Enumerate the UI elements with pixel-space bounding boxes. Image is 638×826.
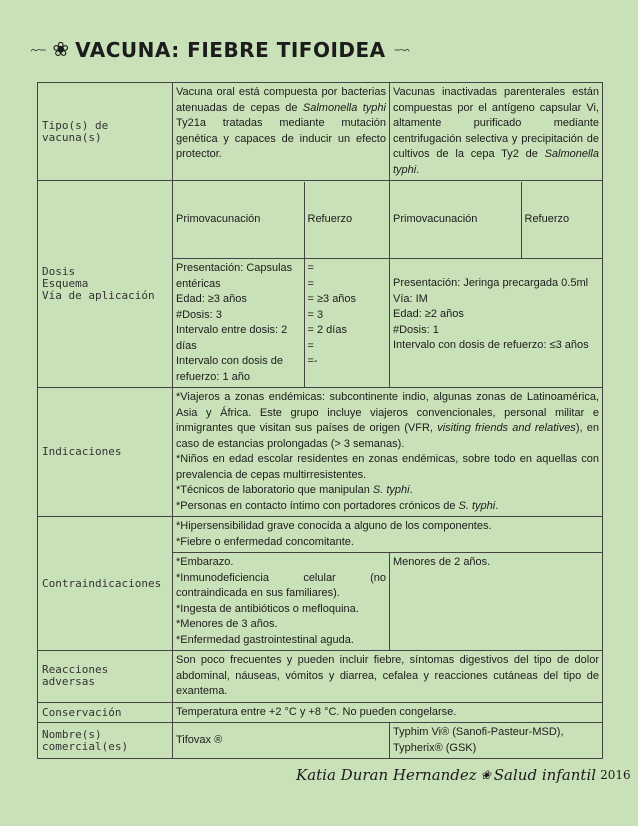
oral-refuerzo-values: = = = ≥3 años = 3 = 2 días = =- [307,262,357,367]
row-label: Nombre(s) comercial(es) [38,723,173,759]
contra-inact-cell: Menores de 2 años. [390,553,603,651]
contra-item: *Enfermedad gastrointestinal aguda. [176,633,354,646]
inact-schedule-values: Presentación: Jeringa precargada 0.5ml Vía: IM Edad: ≥2 años #Dosis: 1 Intervalo con dosis de refuerzo: ≤3 años [390,259,603,388]
row-label: Dosis Esquema Vía de aplicación [38,181,173,388]
brand-name: Typhim Vi® (Sanofi-Pasteur-MSD), [393,726,564,738]
oral-primo-values: Presentación: Capsulas entéricas Edad: ≥3 años #Dosis: 3 Intervalo entre dosis: 2 días Intervalo con dosis de refuerzo: 1 año [173,259,304,387]
row-reacciones [38,651,603,703]
page-header [30,30,410,70]
row-label: Indicaciones [38,388,173,517]
text: *Técnicos de laboratorio que manipulan [176,484,373,496]
oral-schedule-header [173,181,390,259]
species-name: Salmonella typhi [302,101,386,114]
text: . [495,499,499,512]
oral-vaccine-cell [173,83,390,181]
text: Vacunas inactivadas parenterales están compuestas por el antígeno capsular Vi, altamente purificado mediante centrifugación selectiva y precipitación de cultivos de la cepa Ty2 de [393,86,599,160]
flower-icon: ❀ [480,768,491,782]
indication-item: *Niños en edad escolar residentes en zonas endémicas, sobre todo en aquellas con prevalencia de cepas multirresistentes. [176,453,599,481]
text: ), en caso de estancias prolongadas (> 3 semanas). [176,422,599,450]
contra-general-cell: *Hipersensibilidad grave conocida a alguno de los componentes. *Fiebre o enfermedad concomitante. [173,517,603,553]
text: . [409,484,413,496]
conservacion-cell: Temperatura entre +2 °C y +8 °C. No pueden congelarse. [173,702,603,723]
text: *Personas en contacto íntimo con portadores crónicos de [176,499,459,512]
primo-header: Primovacunación [390,182,521,258]
species-name: Salmonella typhi [393,148,599,176]
indication-item [176,390,599,452]
row-dosis-header [38,181,603,259]
contra-item: *Menores de 3 años. [176,618,278,630]
row-indicaciones [38,388,603,517]
indicaciones-cell [173,388,603,517]
contra-item: *Embarazo. [176,556,234,568]
inactivated-vaccine-cell [390,83,603,181]
refuerzo-header: Refuerzo [524,212,570,225]
contra-item: *Ingesta de antibióticos o mefloquina. [176,602,359,615]
reacciones-cell: Son poco frecuentes y pueden incluir fiebre, síntomas digestivos del tipo de dolor abdominal, náuseas, vómitos y diarrea, cefalea y reacciones cutáneas del tipo de exantema. [173,651,603,703]
nombre-inact-cell [390,723,603,759]
refuerzo-header: Refuerzo [307,212,353,225]
row-label: Tipo(s) de vacuna(s) [38,83,173,181]
text: Ty21a tratadas mediante mutación genética y capaces de inducir un efecto protector. [176,117,386,160]
indication-item [176,483,599,499]
row-label: Conservación [38,702,173,723]
oral-schedule-values [173,259,390,388]
vaccine-table [37,82,603,759]
row-conservacion [38,702,603,723]
year: 2016 [600,768,631,782]
row-contra-general [38,517,603,553]
italic-text: visiting friends and relatives [437,422,576,434]
text: *Viajeros a zonas endémicas: subcontinente indio, algunas zonas de Latinoamérica, Asia y África. Este grupo incluye viajeros convencionales, personal militar e inmigrantes que visitan sus países de origen (VFR, [176,391,599,434]
swirl-icon [30,40,46,60]
species-name: S. typhi [372,484,410,496]
text: . [416,163,420,176]
page-title: VACUNA: FIEBRE TIFOIDEA [75,38,386,62]
brand-name: Salud infantil [493,766,597,784]
species-name: S. typhi [458,499,496,512]
text: Vacuna oral está compuesta por bacterias atenuadas de cepas de [176,86,386,114]
swirl-icon [394,40,410,60]
contra-oral-cell [173,553,390,651]
primo-header: Primovacunación [173,182,304,258]
row-label: Reacciones adversas [38,651,173,703]
footer-signature [296,762,631,788]
row-tipo [38,83,603,181]
nombre-oral-cell: Tifovax ® [173,723,390,759]
row-nombre [38,723,603,759]
flower-icon: ❀ [52,39,70,61]
row-label: Contraindicaciones [38,517,173,651]
brand-name: Typherix® (GSK) [393,741,477,754]
inact-schedule-header [390,181,603,259]
contra-item: *Inmunodeficiencia celular (no contraindicada en sus familiares). [176,571,386,599]
indication-item [176,499,599,515]
author-name: Katia Duran Hernandez [296,766,477,784]
